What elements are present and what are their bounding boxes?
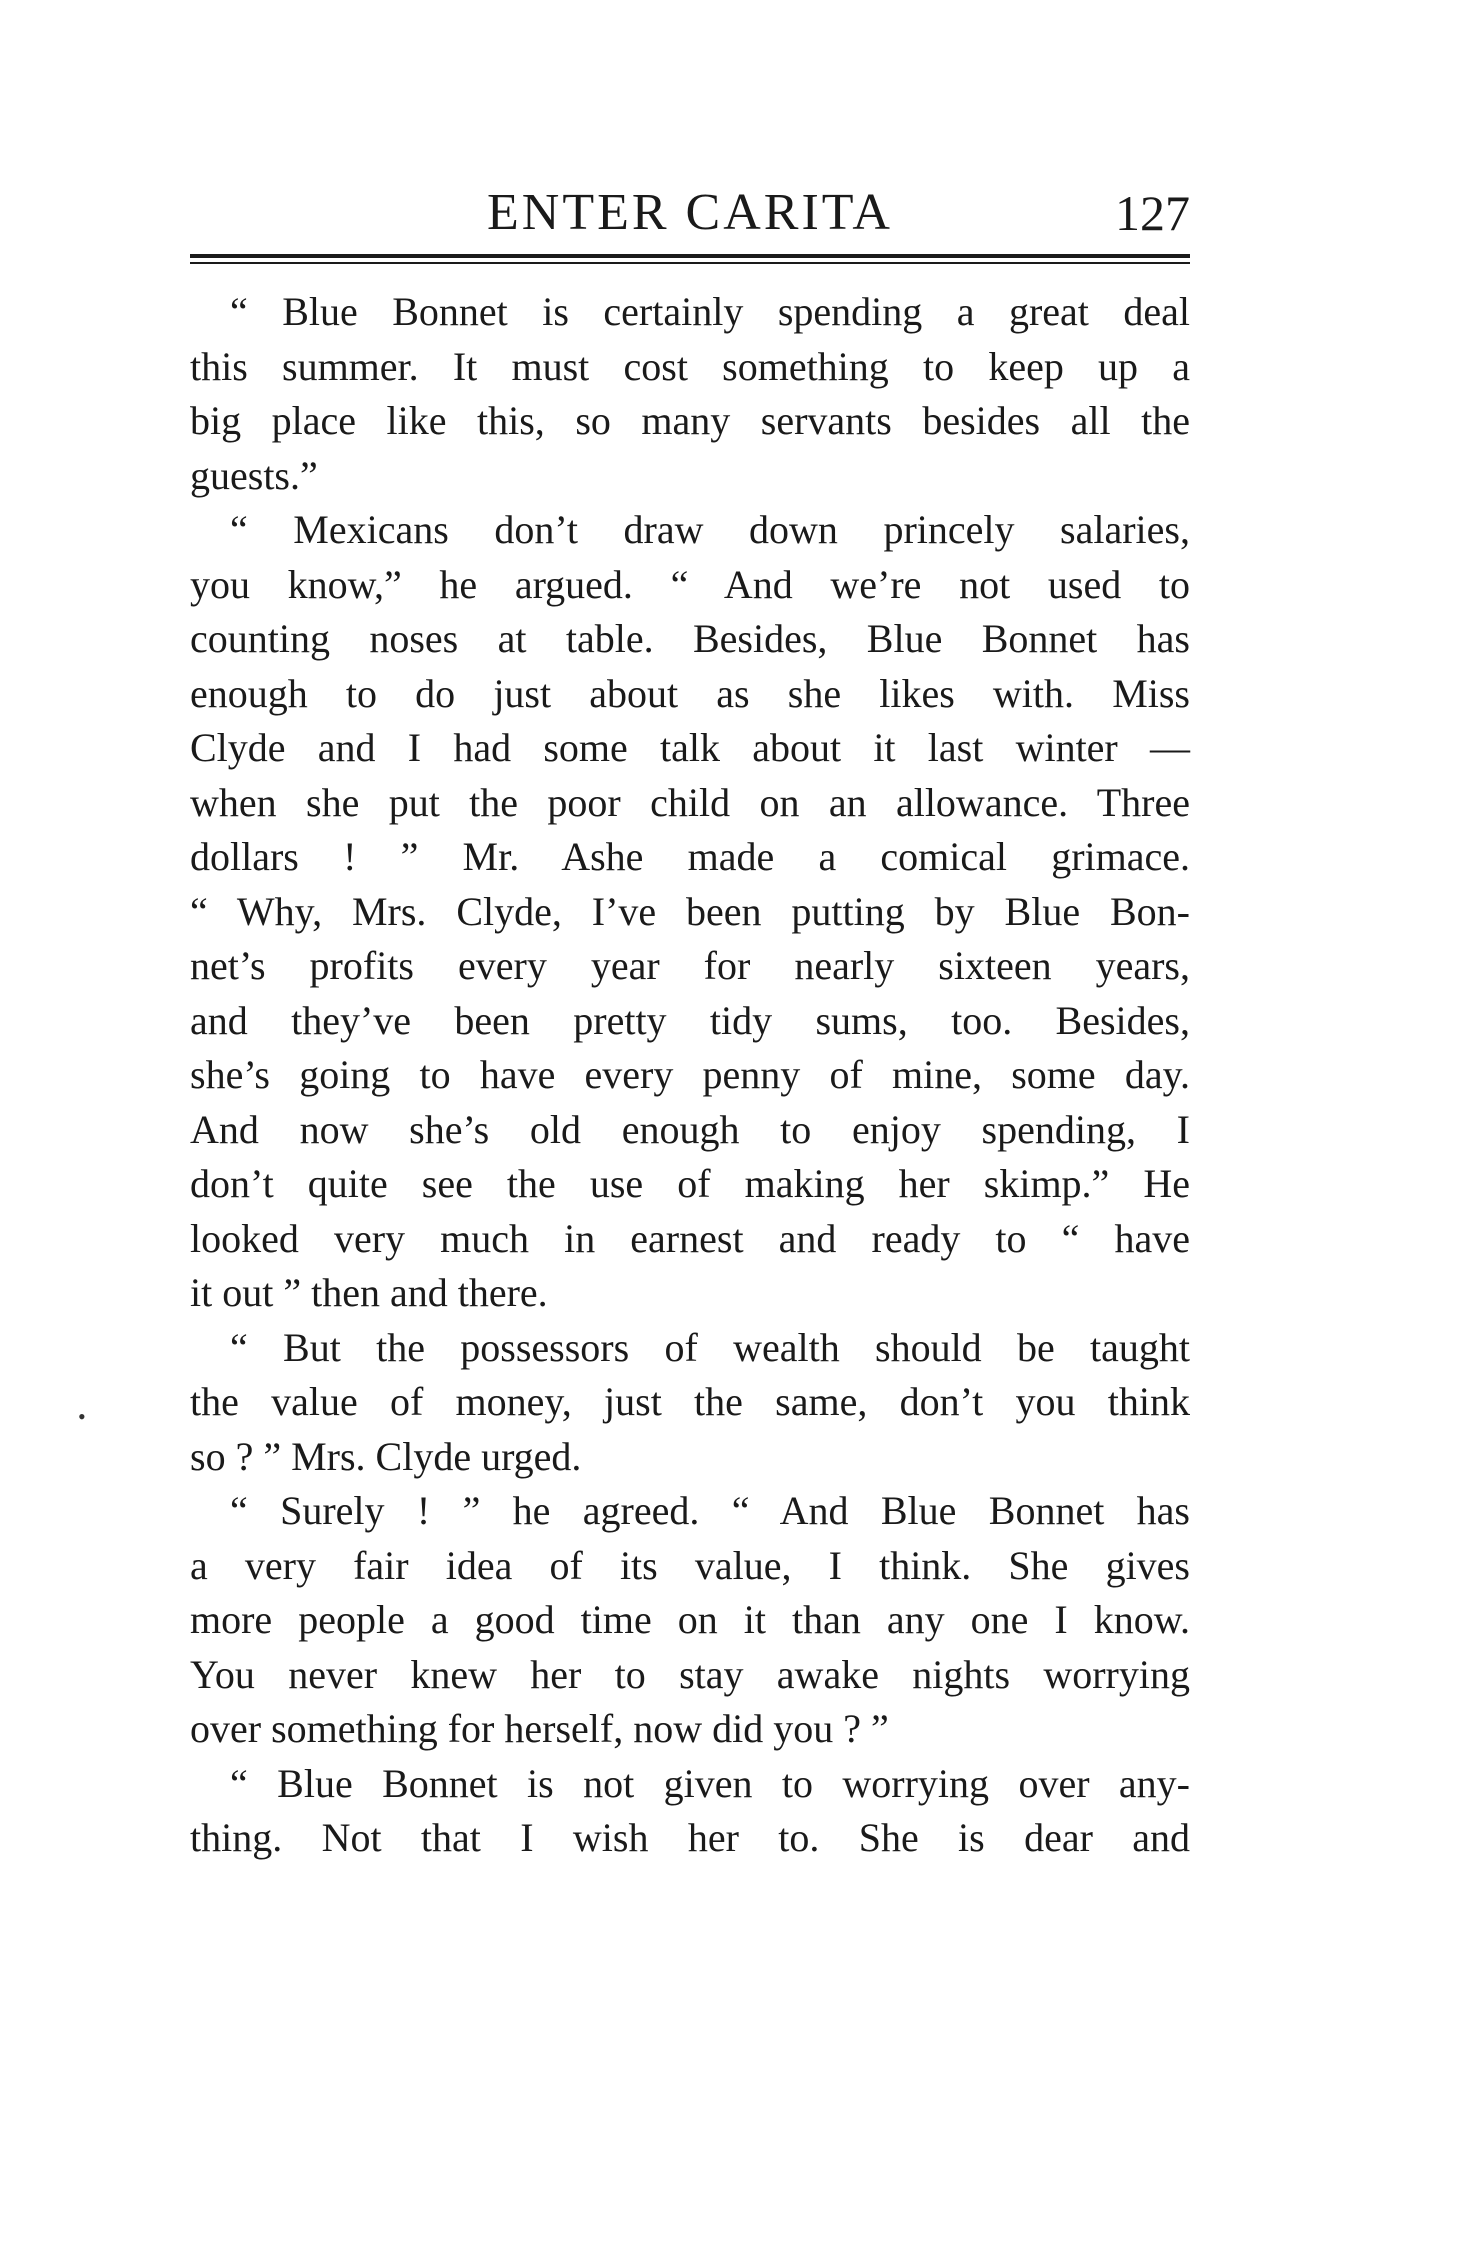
- text-line: and they’ve been pretty tidy sums, too. Besides,: [190, 997, 1190, 1043]
- text-line: “ Mexicans don’t draw down princely salaries,: [230, 507, 1190, 552]
- text-line: “ Surely ! ” he agreed. “ And Blue Bonnet has: [230, 1488, 1190, 1533]
- text-line: big place like this, so many servants besides all the: [190, 398, 1190, 443]
- text-line: thing. Not that I wish her to. She is dear and: [190, 1815, 1190, 1860]
- running-title: ENTER CARITA: [487, 184, 893, 241]
- text-line: You never knew her to stay awake nights worrying: [190, 1651, 1190, 1697]
- text-line: so ? ” Mrs. Clyde urged.: [190, 1433, 582, 1479]
- text-line: “ Blue Bonnet is not given to worrying over any-: [230, 1760, 1190, 1806]
- text-line: counting noses at table. Besides, Blue Bonnet has: [190, 616, 1190, 661]
- text-line: more people a good time on it than any one I know.: [190, 1597, 1190, 1642]
- text-line: don’t quite see the use of making her skimp.” He: [190, 1161, 1190, 1206]
- text-line: this summer. It must cost something to keep up a: [190, 343, 1190, 389]
- body-text: [190, 285, 1190, 1866]
- text-line: looked very much in earnest and ready to “ have: [190, 1215, 1190, 1261]
- text-line: Clyde and I had some talk about it last winter —: [190, 725, 1190, 770]
- text-line: the value of money, just the same, don’t you think: [190, 1379, 1190, 1424]
- text-line: “ Why, Mrs. Clyde, I’ve been putting by Blue Bon-: [190, 888, 1190, 934]
- text-line: over something for herself, now did you ? ”: [190, 1706, 889, 1751]
- stray-ink-mark: •: [78, 1404, 86, 1429]
- text-line: she’s going to have every penny of mine, some day.: [190, 1052, 1190, 1097]
- header-rule: [190, 254, 1190, 264]
- text-line: dollars ! ” Mr. Ashe made a comical grimace.: [190, 834, 1190, 879]
- text-line: a very fair idea of its value, I think. She gives: [190, 1542, 1190, 1588]
- page-header: [190, 178, 1190, 248]
- text-line: it out ” then and there.: [190, 1270, 548, 1315]
- text-line: And now she’s old enough to enjoy spending, I: [190, 1106, 1190, 1152]
- text-line: “ But the possessors of wealth should be taught: [230, 1324, 1190, 1370]
- text-line: enough to do just about as she likes with. Miss: [190, 670, 1190, 716]
- text-line: net’s profits every year for nearly sixteen years,: [190, 943, 1190, 988]
- text-line: guests.”: [190, 452, 318, 498]
- page-number: 127: [1115, 185, 1190, 241]
- text-line: “ Blue Bonnet is certainly spending a great deal: [230, 289, 1190, 334]
- text-line: when she put the poor child on an allowance. Three: [190, 779, 1190, 825]
- text-line: you know,” he argued. “ And we’re not used to: [190, 561, 1190, 607]
